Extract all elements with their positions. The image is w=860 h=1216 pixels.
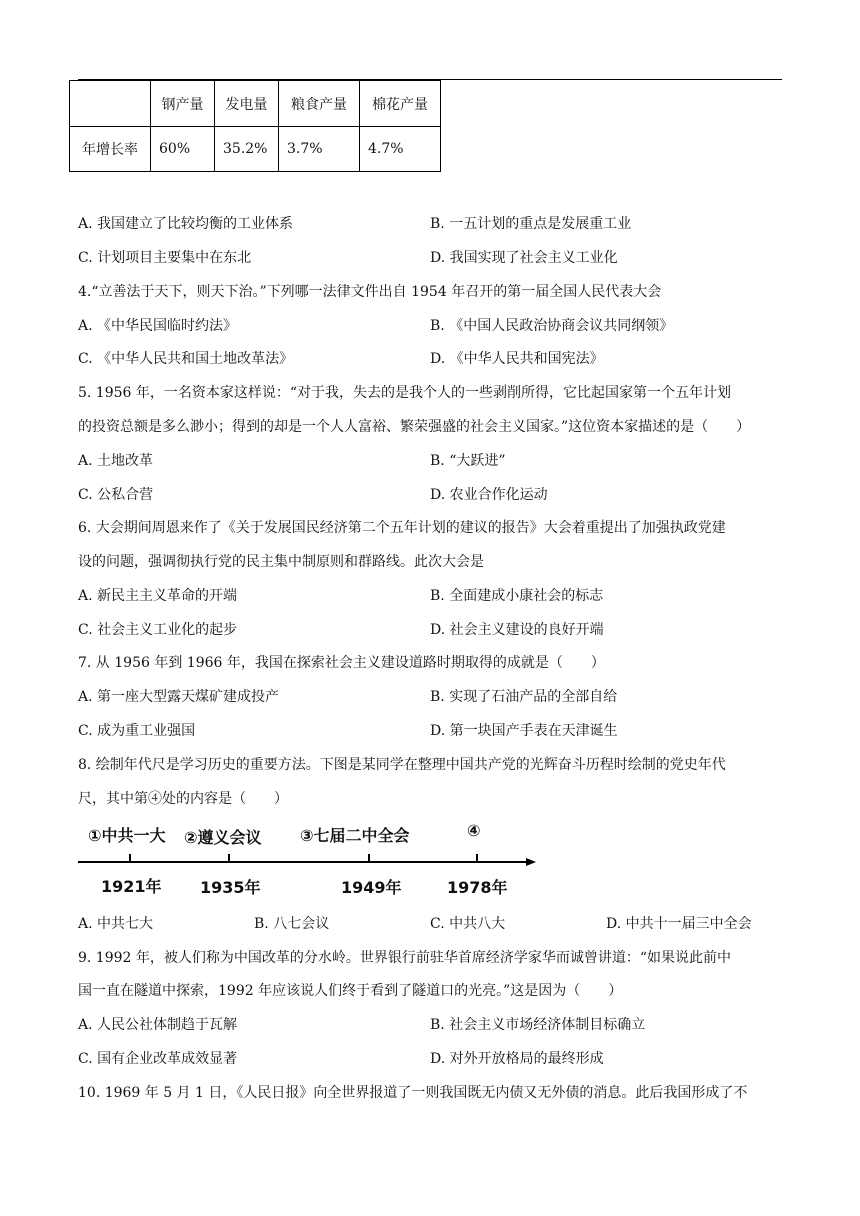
q7-stem: 7. 从 1956 年到 1966 年，我国在探索社会主义建设道路时期取得的成就是（ ） [78,655,605,671]
q5-stem-line1: 5. 1956 年，一名资本家这样说：“对于我，失去的是我个人的一些剥削所得，它比起国家第一个五年计划 [78,385,732,401]
q9-stem-line1: 9. 1992 年，被人们称为中国改革的分水岭。世界银行前驻华首席经济学家华而诚曾讲道：“如果说此前中 [78,950,732,966]
q9-stem-line2: 国一直在隧道中探索，1992 年应该说人们终于看到了隧道口的光亮。”这是因为（ ） [78,983,623,999]
table-row-label: 年增长率 [70,127,151,172]
q9-option-d: D. 对外开放格局的最终形成 [430,1051,604,1067]
timeline-event-1: ①中共一大 [88,826,166,845]
q3-option-c: C. 计划项目主要集中在东北 [78,250,252,266]
table-cell: 35.2% [215,127,279,172]
q8-stem-line2: 尺，其中第④处的内容是（ ） [78,791,288,807]
q8-option-c: C. 中共八大 [430,916,506,932]
table-cell: 4.7% [360,127,441,172]
q6-stem-line2: 设的问题，强调彻执行党的民主集中制原则和群路线。此次大会是 [78,554,484,570]
timeline-event-3: ③七届二中全会 [300,826,410,845]
timeline-year-3: 1949年 [341,878,402,897]
q4-stem: 4.“立善法于天下，则天下治。”下列哪一法律文件出自 1954 年召开的第一届全国人民代表大会 [78,284,662,300]
q10-stem-line1: 10. 1969 年 5 月 1 日，《人民日报》向全世界报道了一则我国既无内债又无外债的消息。此后我国形成了不 [78,1085,748,1101]
table-header-row [70,81,441,127]
q4-option-c: C. 《中华人民共和国土地改革法》 [78,351,294,367]
table-row [70,127,441,172]
q5-option-d: D. 农业合作化运动 [430,487,548,503]
q9-option-b: B. 社会主义市场经济体制目标确立 [430,1017,646,1033]
timeline-axis [78,850,548,870]
q6-option-c: C. 社会主义工业化的起步 [78,622,238,638]
q4-option-a: A. 《中华民国临时约法》 [78,318,238,334]
timeline-event-2: ②遵义会议 [184,828,262,847]
q3-option-a: A. 我国建立了比较均衡的工业体系 [78,216,294,232]
table-header-cell: 发电量 [215,81,279,127]
q5-stem-line2: 的投资总额是多么渺小；得到的却是一个人人富裕、繁荣强盛的社会主义国家。”这位资本家描述的是（ ） [78,419,751,435]
table-header-cell: 钢产量 [151,81,215,127]
table-header-cell [70,81,151,127]
table-cell: 60% [151,127,215,172]
q7-option-c: C. 成为重工业强国 [78,723,196,739]
timeline-arrowhead [526,858,536,866]
q9-option-a: A. 人民公社体制趋于瓦解 [78,1017,238,1033]
q7-option-a: A. 第一座大型露天煤矿建成投产 [78,689,280,705]
q5-option-b: B. “大跃进” [430,453,506,469]
timeline-year-4: 1978年 [447,878,508,897]
q4-option-d: D. 《中华人民共和国宪法》 [430,351,604,367]
q8-option-a: A. 中共七大 [78,916,154,932]
timeline-year-1: 1921年 [101,877,162,896]
table-header-cell: 粮食产量 [279,81,360,127]
q6-option-a: A. 新民主主义革命的开端 [78,588,238,604]
q9-option-c: C. 国有企业改革成效显著 [78,1051,238,1067]
timeline-year-2: 1935年 [200,878,261,897]
q5-option-c: C. 公私合营 [78,487,154,503]
party-history-timeline [78,820,548,900]
table-header-cell: 棉花产量 [360,81,441,127]
timeline-event-4: ④ [467,821,481,840]
growth-rate-table [69,80,441,172]
q3-option-d: D. 我国实现了社会主义工业化 [430,250,618,266]
q7-option-b: B. 实现了石油产品的全部自给 [430,689,618,705]
q7-option-d: D. 第一块国产手表在天津诞生 [430,723,618,739]
q8-option-d: D. 中共十一届三中全会 [606,916,752,932]
table-cell: 3.7% [279,127,360,172]
q3-option-b: B. 一五计划的重点是发展重工业 [430,216,632,232]
q8-stem-line1: 8. 绘制年代尺是学习历史的重要方法。下图是某同学在整理中国共产党的光辉奋斗历程时绘制的党史年代 [78,757,726,773]
q4-option-b: B. 《中国人民政治协商会议共同纲领》 [430,318,674,334]
q6-option-b: B. 全面建成小康社会的标志 [430,588,604,604]
q6-option-d: D. 社会主义建设的良好开端 [430,622,604,638]
q5-option-a: A. 土地改革 [78,453,154,469]
q6-stem-line1: 6. 大会期间周恩来作了《关于发展国民经济第二个五年计划的建议的报告》大会着重提出了加强执政党建 [78,520,726,536]
q8-option-b: B. 八七会议 [254,916,330,932]
